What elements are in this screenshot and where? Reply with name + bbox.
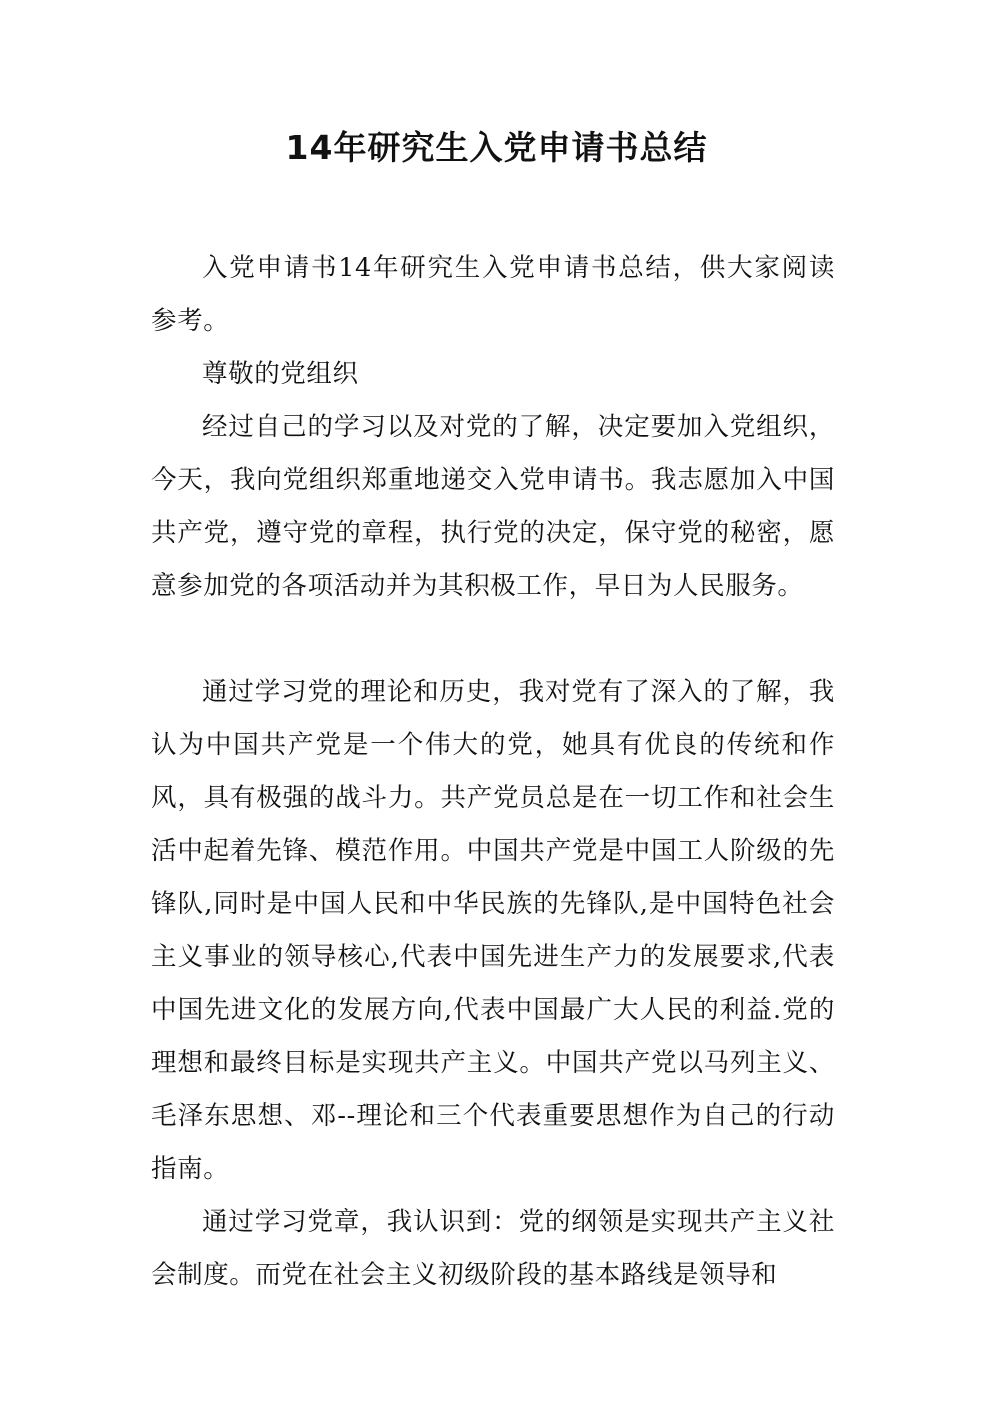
body-paragraph-3: 通过学习党章，我认识到：党的纲领是实现共产主义社会制度。而党在社会主义初级阶段的基本路线是领导和: [151, 1207, 835, 1290]
document-body: [151, 242, 835, 1302]
document-title: 14年研究生入党申请书总结: [285, 128, 708, 167]
salutation: 尊敬的党组织: [202, 359, 359, 389]
intro-paragraph: 入党申请书14年研究生入党申请书总结，供大家阅读参考。: [151, 253, 835, 336]
body-paragraph-2: 通过学习党的理论和历史，我对党有了深入的了解，我认为中国共产党是一个伟大的党，她具有优良的传统和作风，具有极强的战斗力。共产党员总是在一切工作和社会生活中起着先锋、模范作用。中国共产党是中国工人阶级的先锋队,同时是中国人民和中华民族的先锋队,是中国特色社会主义事业的领导核心,代表中国先进生产力的发展要求,代表中国先进文化的发展方向,代表中国最广大人民的利益.党的理想和最终目标是实现共产主义。中国共产党以马列主义、毛泽东思想、邓--理论和三个代表重要思想作为自己的行动指南。: [151, 677, 835, 1184]
body-paragraph-1: 经过自己的学习以及对党的了解，决定要加入党组织，今天，我向党组织郑重地递交入党申请书。我志愿加入中国共产党，遵守党的章程，执行党的决定，保守党的秘密，愿意参加党的各项活动并为其积极工作，早日为人民服务。: [151, 412, 835, 601]
